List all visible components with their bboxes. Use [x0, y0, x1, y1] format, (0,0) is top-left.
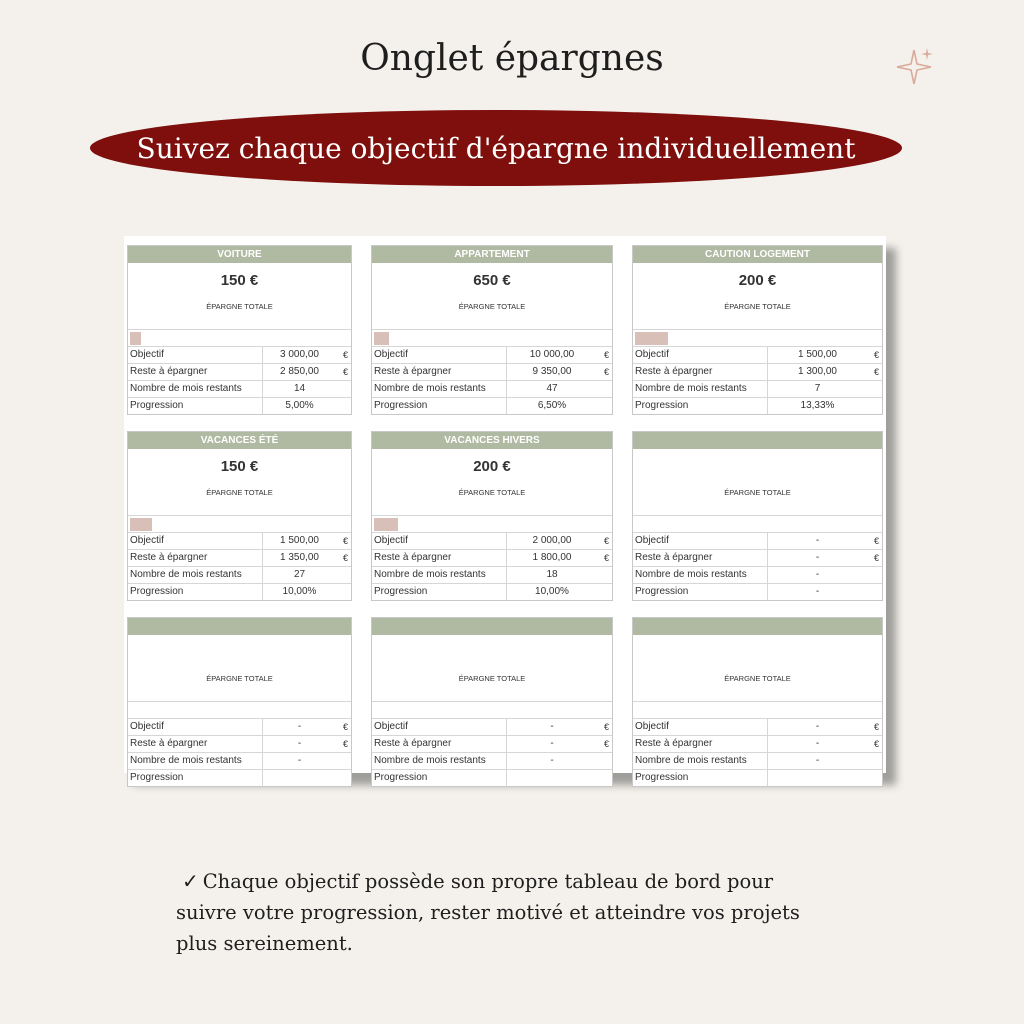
progress-bar-fill	[130, 332, 141, 345]
savings-card	[371, 617, 613, 787]
card-row-reste	[633, 364, 882, 381]
total-label: ÉPARGNE TOTALE	[458, 674, 526, 683]
total-label: ÉPARGNE TOTALE	[206, 302, 273, 311]
card-title: VACANCES ÉTÉ	[128, 432, 351, 449]
savings-cards-grid	[127, 245, 883, 787]
row-label: Nombre de mois restants	[633, 381, 768, 397]
progress-bar-fill	[374, 518, 398, 531]
row-label: Progression	[128, 398, 263, 414]
total-label: ÉPARGNE TOTALE	[724, 488, 791, 497]
card-total-block	[633, 263, 882, 330]
card-row-mois	[633, 381, 882, 398]
currency-symbol	[597, 567, 612, 583]
row-value: 14	[293, 383, 306, 394]
card-row-objectif	[633, 533, 882, 550]
row-label: Objectif	[372, 719, 507, 735]
card-row-objectif	[633, 347, 882, 364]
check-icon: ✓	[182, 869, 199, 893]
currency-symbol: €	[603, 722, 609, 732]
currency-symbol: €	[873, 739, 879, 749]
card-total-block	[633, 635, 882, 702]
currency-symbol: €	[603, 739, 609, 749]
currency-symbol	[336, 398, 351, 414]
savings-card	[127, 245, 352, 415]
row-label: Reste à épargner	[128, 364, 263, 380]
card-title	[372, 618, 612, 635]
currency-symbol: €	[873, 553, 879, 563]
card-row-progression	[633, 770, 882, 786]
currency-symbol	[336, 770, 351, 786]
card-row-progression	[128, 398, 351, 414]
card-row-progression	[372, 770, 612, 786]
card-row-mois	[128, 381, 351, 398]
currency-symbol	[867, 567, 882, 583]
row-value: 27	[293, 569, 306, 580]
currency-symbol: €	[342, 739, 348, 749]
card-total-block	[128, 263, 351, 330]
progress-bar	[633, 702, 882, 719]
row-label: Progression	[633, 770, 768, 786]
row-value	[507, 770, 597, 786]
currency-symbol: €	[873, 536, 879, 546]
currency-symbol: €	[342, 536, 348, 546]
card-title: VOITURE	[128, 246, 351, 263]
card-title: VACANCES HIVERS	[372, 432, 612, 449]
card-row-objectif	[372, 533, 612, 550]
row-label: Progression	[633, 398, 768, 414]
row-value: 2 850,00	[280, 366, 319, 377]
row-label: Reste à épargner	[128, 550, 263, 566]
currency-symbol	[597, 584, 612, 600]
currency-symbol	[597, 398, 612, 414]
footer-text: Chaque objectif possède son propre tableau de bord pour suivre votre progression, rester motivé et atteindre vos projets plus sereinement.	[176, 870, 800, 955]
currency-symbol	[597, 770, 612, 786]
card-row-progression	[372, 398, 612, 414]
currency-symbol	[867, 381, 882, 397]
row-value: -	[815, 755, 820, 766]
currency-symbol	[336, 584, 351, 600]
progress-bar	[372, 330, 612, 347]
currency-symbol: €	[873, 367, 879, 377]
total-amount: 200 €	[473, 458, 511, 475]
card-row-objectif	[128, 533, 351, 550]
row-value: 2 000,00	[532, 535, 572, 546]
row-label: Objectif	[128, 719, 263, 735]
total-label: ÉPARGNE TOTALE	[724, 674, 791, 683]
row-value: 47	[546, 383, 558, 394]
card-row-mois	[372, 381, 612, 398]
currency-symbol: €	[342, 350, 348, 360]
subtitle-banner	[90, 110, 902, 186]
row-value: 10,00%	[535, 586, 569, 597]
row-value	[768, 770, 867, 786]
row-value: 1 300,00	[798, 366, 837, 377]
row-value: 13,33%	[800, 400, 835, 411]
progress-bar-fill	[374, 332, 389, 345]
card-row-mois	[633, 753, 882, 770]
card-total-block	[372, 263, 612, 330]
savings-card	[632, 245, 883, 415]
total-label: ÉPARGNE TOTALE	[206, 488, 273, 497]
row-label: Objectif	[372, 533, 507, 549]
row-value: 18	[546, 569, 558, 580]
card-row-objectif	[128, 347, 351, 364]
row-value: 10,00%	[282, 586, 317, 597]
card-row-mois	[128, 567, 351, 584]
row-label: Nombre de mois restants	[128, 753, 263, 769]
row-label: Progression	[128, 770, 263, 786]
progress-bar	[633, 330, 882, 347]
row-label: Reste à épargner	[633, 736, 768, 752]
total-label: ÉPARGNE TOTALE	[458, 488, 526, 497]
card-row-reste	[372, 364, 612, 381]
row-value: -	[297, 738, 302, 749]
row-label: Progression	[633, 584, 768, 600]
row-label: Objectif	[633, 347, 768, 363]
total-label: ÉPARGNE TOTALE	[206, 674, 273, 683]
total-amount: 650 €	[473, 272, 511, 289]
card-row-reste	[128, 364, 351, 381]
row-label: Nombre de mois restants	[372, 753, 507, 769]
savings-card	[632, 617, 883, 787]
row-label: Objectif	[372, 347, 507, 363]
row-value: 1 500,00	[280, 535, 319, 546]
card-row-mois	[372, 753, 612, 770]
currency-symbol: €	[342, 553, 348, 563]
card-row-objectif	[128, 719, 351, 736]
card-row-progression	[372, 584, 612, 600]
currency-symbol	[867, 753, 882, 769]
row-label: Reste à épargner	[633, 550, 768, 566]
row-label: Objectif	[633, 533, 768, 549]
progress-bar-fill	[130, 518, 152, 531]
currency-symbol	[867, 770, 882, 786]
currency-symbol: €	[603, 367, 609, 377]
page-title: Onglet épargnes	[360, 38, 664, 79]
card-title: APPARTEMENT	[372, 246, 612, 263]
currency-symbol: €	[342, 722, 348, 732]
row-value: -	[297, 721, 302, 732]
total-label: ÉPARGNE TOTALE	[724, 302, 791, 311]
currency-symbol: €	[603, 536, 609, 546]
total-amount: 150 €	[220, 458, 259, 475]
row-label: Reste à épargner	[128, 736, 263, 752]
row-value: 1 500,00	[798, 349, 837, 360]
progress-bar	[372, 516, 612, 533]
card-row-reste	[372, 736, 612, 753]
card-total-block	[372, 635, 612, 702]
row-label: Reste à épargner	[372, 550, 507, 566]
card-title	[128, 618, 351, 635]
card-row-progression	[128, 584, 351, 600]
row-value	[263, 770, 336, 786]
currency-symbol	[867, 584, 882, 600]
savings-card	[632, 431, 883, 601]
currency-symbol	[867, 398, 882, 414]
row-label: Reste à épargner	[372, 736, 507, 752]
subtitle-text: Suivez chaque objectif d'épargne individuellement	[136, 131, 856, 165]
total-label: ÉPARGNE TOTALE	[458, 302, 526, 311]
row-value: -	[815, 721, 820, 732]
row-value: -	[550, 721, 554, 732]
row-value: 10 000,00	[529, 349, 575, 360]
currency-symbol: €	[603, 553, 609, 563]
sparkle-icon	[896, 46, 936, 86]
row-label: Reste à épargner	[372, 364, 507, 380]
progress-bar-fill	[635, 332, 668, 345]
spreadsheet-screenshot	[124, 236, 886, 783]
card-row-objectif	[633, 719, 882, 736]
card-row-reste	[128, 550, 351, 567]
row-value: -	[815, 569, 820, 580]
card-title: CAUTION LOGEMENT	[633, 246, 882, 263]
progress-bar	[633, 516, 882, 533]
card-total-block	[372, 449, 612, 516]
currency-symbol: €	[873, 722, 879, 732]
card-row-progression	[633, 398, 882, 414]
row-value: 3 000,00	[280, 349, 319, 360]
row-label: Nombre de mois restants	[372, 381, 507, 397]
savings-card	[371, 245, 613, 415]
row-label: Objectif	[128, 347, 263, 363]
row-label: Nombre de mois restants	[633, 753, 768, 769]
savings-card	[371, 431, 613, 601]
card-row-progression	[633, 584, 882, 600]
card-total-block	[128, 635, 351, 702]
row-value: 5,00%	[285, 400, 314, 411]
card-row-reste	[372, 550, 612, 567]
row-value: -	[550, 738, 554, 749]
row-label: Objectif	[128, 533, 263, 549]
card-row-reste	[128, 736, 351, 753]
card-title	[633, 432, 882, 449]
currency-symbol	[336, 567, 351, 583]
card-row-mois	[128, 753, 351, 770]
row-label: Reste à épargner	[633, 364, 768, 380]
card-row-progression	[128, 770, 351, 786]
row-value: -	[815, 586, 820, 597]
row-value: -	[815, 535, 820, 546]
row-label: Nombre de mois restants	[633, 567, 768, 583]
row-label: Nombre de mois restants	[128, 381, 263, 397]
card-row-mois	[372, 567, 612, 584]
card-row-objectif	[372, 347, 612, 364]
row-label: Nombre de mois restants	[128, 567, 263, 583]
savings-card	[127, 617, 352, 787]
currency-symbol: €	[603, 350, 609, 360]
row-label: Progression	[128, 584, 263, 600]
progress-bar	[128, 516, 351, 533]
row-label: Objectif	[633, 719, 768, 735]
card-row-mois	[633, 567, 882, 584]
row-value: 9 350,00	[532, 366, 572, 377]
row-value: 6,50%	[537, 400, 567, 411]
footer-description	[176, 866, 836, 959]
row-value: -	[550, 755, 554, 766]
card-row-objectif	[372, 719, 612, 736]
progress-bar	[372, 702, 612, 719]
card-total-block	[128, 449, 351, 516]
row-label: Progression	[372, 398, 507, 414]
currency-symbol	[597, 753, 612, 769]
total-amount: 200 €	[738, 272, 777, 289]
row-label: Nombre de mois restants	[372, 567, 507, 583]
row-value: -	[815, 738, 820, 749]
card-total-block	[633, 449, 882, 516]
currency-symbol: €	[342, 367, 348, 377]
row-value: 1 800,00	[532, 552, 572, 563]
savings-card	[127, 431, 352, 601]
row-label: Progression	[372, 584, 507, 600]
card-row-reste	[633, 550, 882, 567]
row-value: 7	[814, 383, 821, 394]
currency-symbol	[597, 381, 612, 397]
row-value: 1 350,00	[280, 552, 319, 563]
progress-bar	[128, 702, 351, 719]
card-title	[633, 618, 882, 635]
row-value: -	[815, 552, 820, 563]
currency-symbol: €	[873, 350, 879, 360]
currency-symbol	[336, 753, 351, 769]
progress-bar	[128, 330, 351, 347]
row-value: -	[297, 755, 302, 766]
currency-symbol	[336, 381, 351, 397]
total-amount: 150 €	[220, 272, 259, 289]
row-label: Progression	[372, 770, 507, 786]
card-row-reste	[633, 736, 882, 753]
